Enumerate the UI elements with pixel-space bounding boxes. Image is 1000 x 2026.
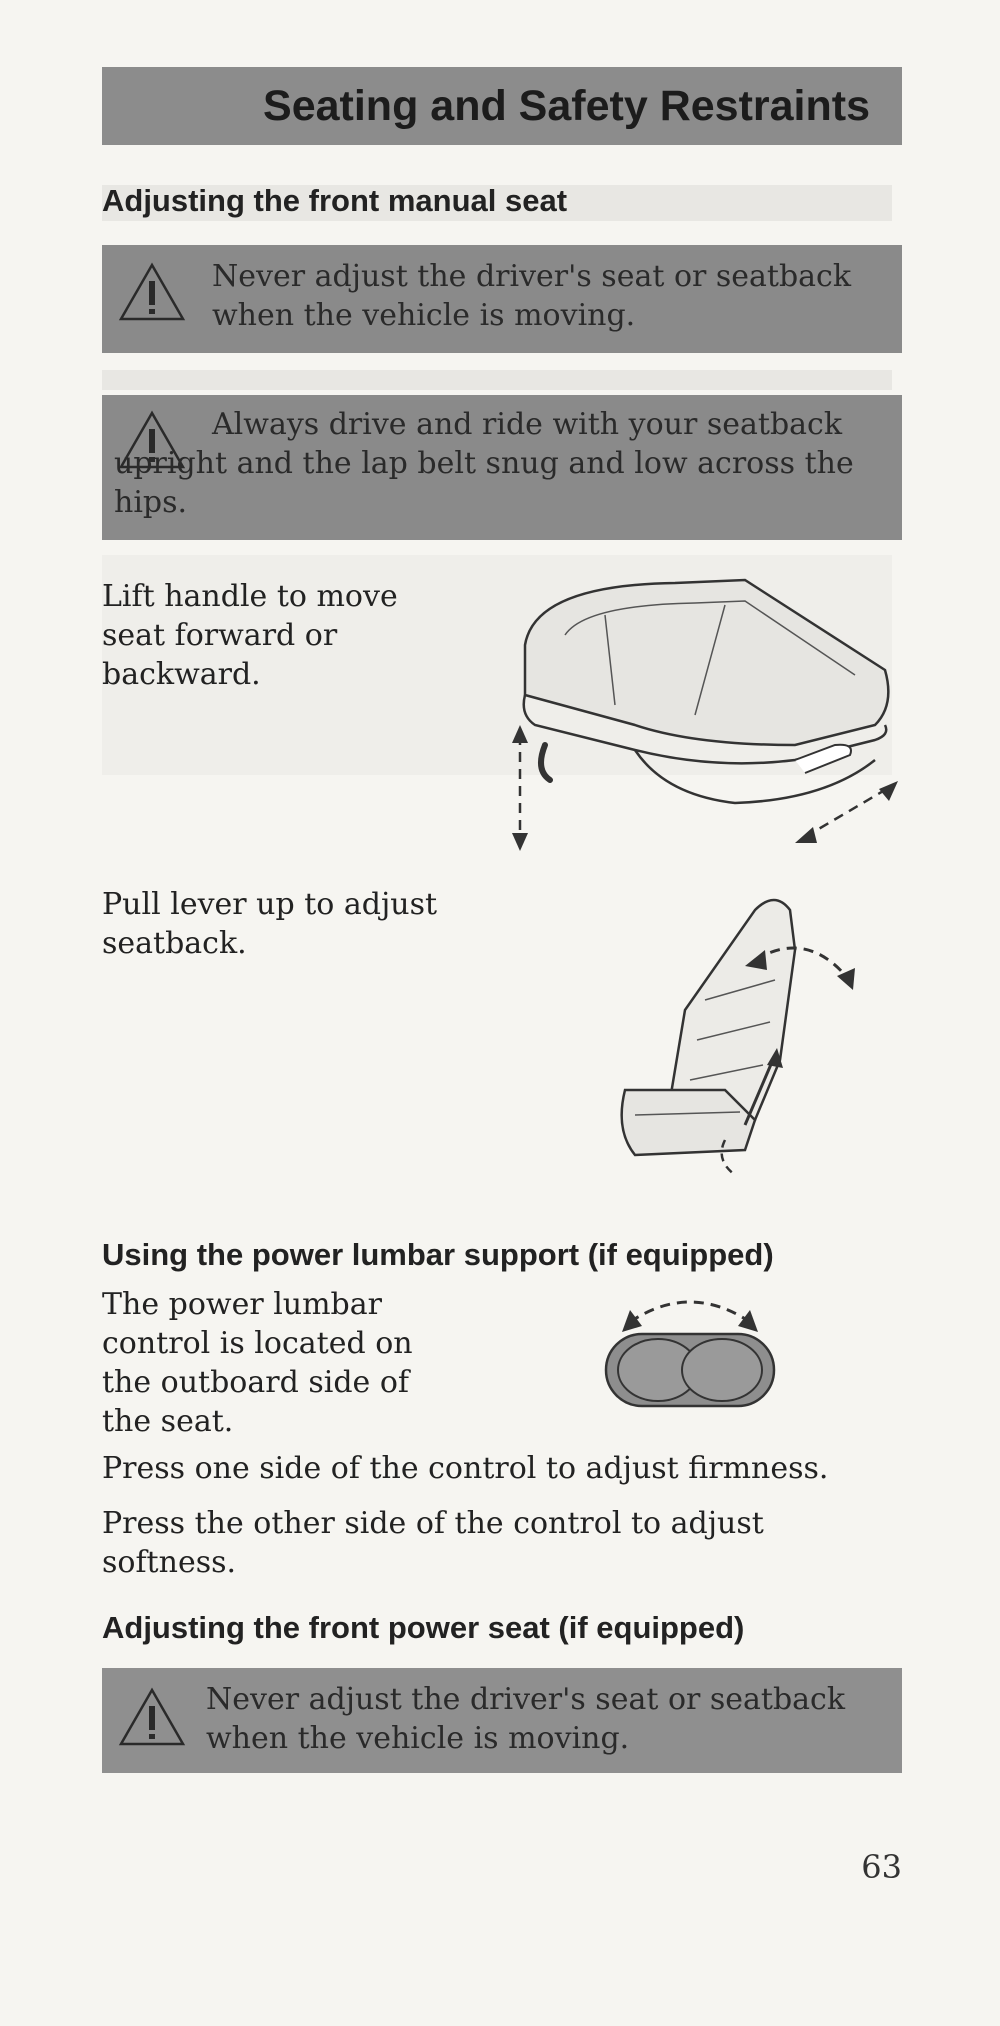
lumbar-intro: The power lumbar control is located on the outboard side of the seat. (102, 1287, 413, 1439)
warning-text: Never adjust the driver's seat or seatback when the vehicle is moving. (212, 259, 852, 333)
warning-box-power-seat (102, 1668, 902, 1773)
section-heading-power-seat: Adjusting the front power seat (if equipped) (102, 1610, 745, 1645)
lumbar-firmness-line: Press one side of the control to adjust firmness. (102, 1451, 829, 1486)
chapter-title: Seating and Safety Restraints (263, 81, 870, 130)
warning-box-seat-moving (102, 245, 902, 353)
chapter-header-bar (102, 67, 902, 145)
warning-triangle-icon (118, 261, 186, 323)
instruction-adjust-seatback: Pull lever up to adjust seatback. (102, 887, 438, 961)
bleed-through-band (102, 370, 892, 390)
warning-triangle-icon (118, 1686, 186, 1748)
page-number: 63 (861, 1848, 902, 1886)
section-heading-lumbar: Using the power lumbar support (if equipped) (102, 1237, 774, 1272)
warning-box-seatback-upright (102, 395, 902, 540)
warning-text: Never adjust the driver's seat or seatback when the vehicle is moving. (206, 1682, 846, 1756)
seatback-illustration (605, 890, 865, 1180)
seat-cushion-illustration (495, 575, 905, 855)
lumbar-control-illustration (600, 1282, 780, 1412)
instruction-move-seat: Lift handle to move seat forward or backward. (102, 579, 398, 692)
lumbar-softness-line: Press the other side of the control to adjust softness. (102, 1506, 764, 1580)
warning-text: Always drive and ride with your seatback upright and the lap belt snug and low across the hips. (114, 407, 854, 520)
section-heading-manual-seat: Adjusting the front manual seat (102, 183, 568, 218)
